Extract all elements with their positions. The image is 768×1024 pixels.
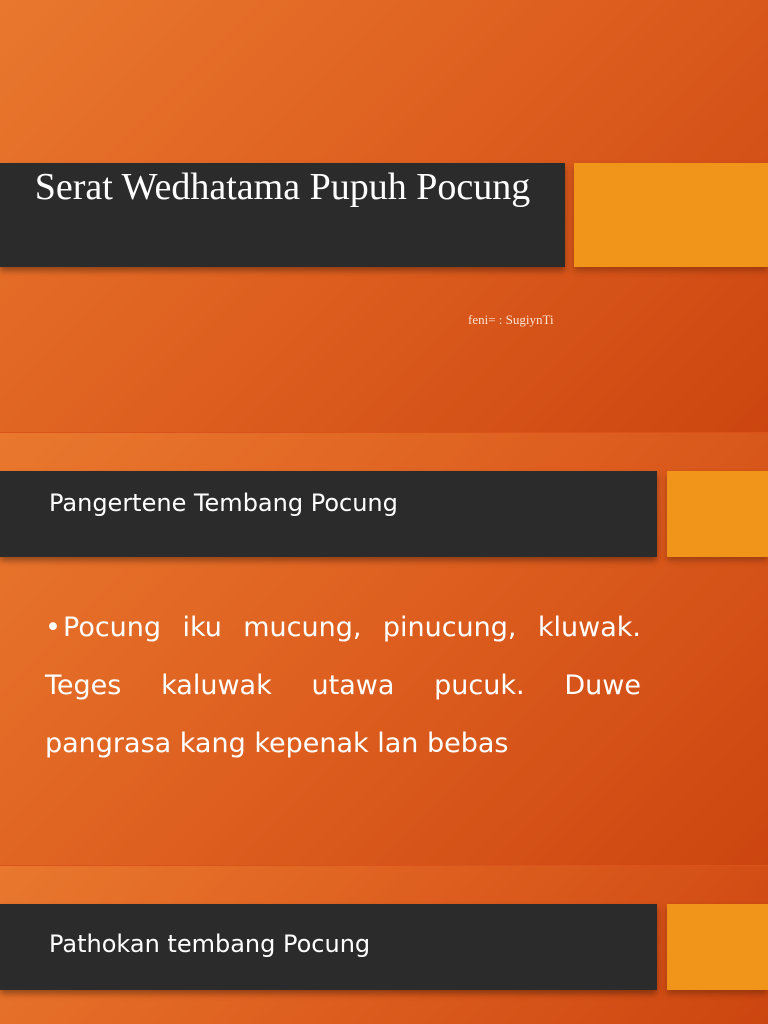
accent-block <box>574 163 768 267</box>
bullet-marker: • <box>45 612 61 643</box>
heading-bar <box>0 904 657 990</box>
accent-block <box>667 471 768 557</box>
slide-subtitle: feni= : SugiynTi <box>468 312 554 327</box>
title-bar <box>0 163 565 267</box>
slide-2 <box>0 433 768 865</box>
bullet-paragraph <box>45 599 641 773</box>
slide-3 <box>0 866 768 1024</box>
accent-block <box>667 904 768 990</box>
slide-heading: Pangertene Tembang Pocung <box>49 489 398 517</box>
slide-1 <box>0 0 768 432</box>
bullet-text: Pocung iku mucung, pinucung, kluwak. Teges kaluwak utawa pucuk. Duwe pangrasa kang kepenak lan bebas <box>45 612 641 759</box>
slide-heading: Pathokan tembang Pocung <box>49 930 371 958</box>
heading-bar <box>0 471 657 557</box>
slide-title: Serat Wedhatama Pupuh Pocung <box>34 166 531 208</box>
